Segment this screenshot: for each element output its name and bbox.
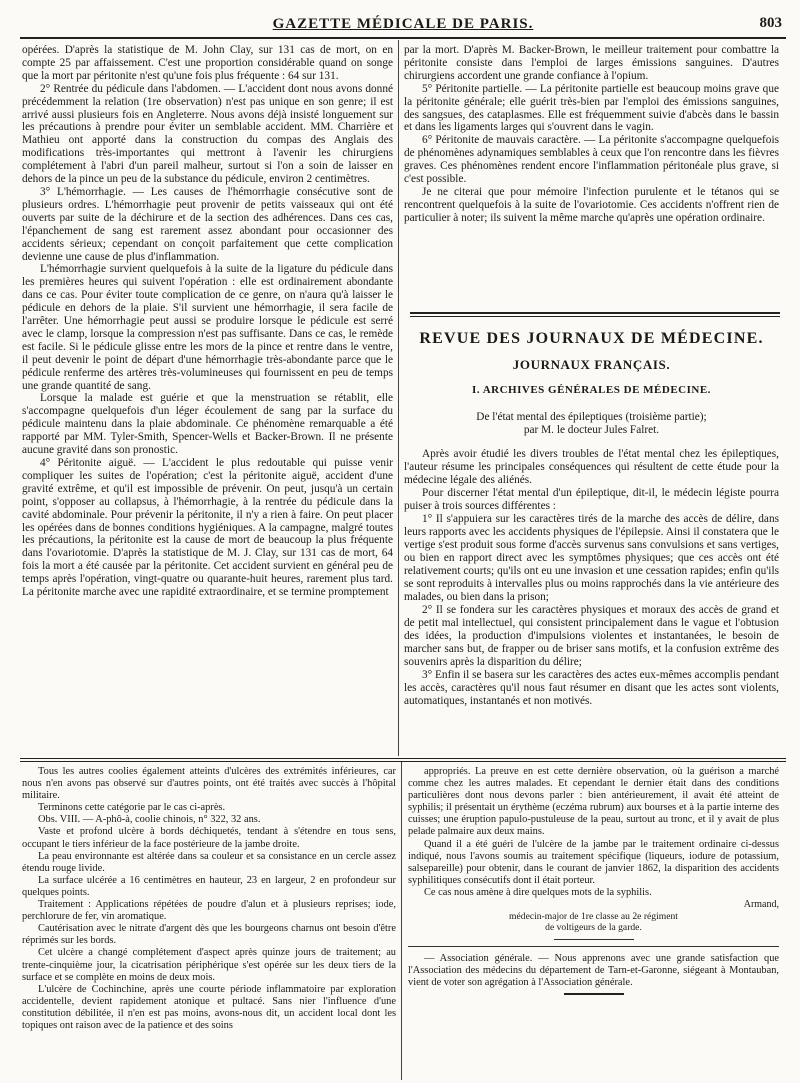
page-number: 803 xyxy=(759,15,782,31)
paragraph: Tous les autres coolies également atteints d'ulcères des extrémités inférieures, car nous n'en avons pas observé sur d'autres points, ont été traités avec succès à l'hôpital militaire. xyxy=(22,766,396,802)
paragraph: 4° Péritonite aiguë. — L'accident le plus redoutable qui puisse venir compliquer les suites de l'opération; c'est la péritonite aiguë, accident d'une gravité extrême, et qu'il est impossible de prévenir. On peut, jusqu'à un certain point, s'opposer au collapsus, à l'hémorrhagie, à la rentrée du pédicule dans la cavité abdominale. Pour prévenir la péritonite, il n'y a rien à faire. On peut placer les opérées dans de bonnes conditions hygiéniques. A la campagne, malgré toutes les précautions, la péritonite est la cause de mort de beaucoup la plus fréquente dans l'ovariotomie. D'après la statistique de M. J. Clay, sur 131 cas de mort, 64 fois la mort a été causée par la péritonite. Cet accident survient en général peu de temps après l'opération, vingt-quatre ou quarante-huit heures, rarement plus tard. La péritonite marche avec une rapidité extraordinaire, et se termine promptement xyxy=(22,457,393,599)
paragraph: La peau environnante est altérée dans sa couleur et sa consistance en un cercle assez étendu rouge livide. xyxy=(22,850,396,874)
article-title xyxy=(404,411,779,437)
right-column-article xyxy=(404,448,779,708)
paragraph: Pour discerner l'état mental d'un épileptique, dit-il, le médecin légiste pourra puiser à trois sources différentes : xyxy=(404,487,779,512)
archives-section-heading: I. ARCHIVES GÉNÉRALES DE MÉDECINE. xyxy=(472,384,711,396)
header-rule xyxy=(20,37,786,39)
paragraph: 1° Il s'appuiera sur les caractères tirés de la marche des accès de délire, dans leurs rapports avec les accidents physiques de l'épilepsie. Ainsi il constatera que le vertige s'est produit sous forme d'accès survenus sans convulsions et sans vertiges, ou bien en rapport direct avec les symptômes physiques; que ces accès ont été relativement courts; qu'ils ont eu une invasion et une cessation rapides; enfin qu'ils se sont reproduits à intervalles plus ou moins rapprochés dans la vie antérieure des malades, ou bien dans la prison; xyxy=(404,513,779,603)
paragraph: appropriés. La preuve en est cette dernière observation, où la guérison a marché comme chez les autres malades. Et cependant le dernier était dans des conditions particulières dont nous devons parler : bien antérieurement, il avait été atteint de syphilis; il présentait un érythème (eczéma rubrum) aux bourses et à la partie interne des cuisses; une éruption papulo-pustuleuse de la peau, surtout au tronc, et il y avait de plus pelade palmaire aux deux mains. xyxy=(408,766,779,838)
section-rule-thin xyxy=(410,316,780,317)
paragraph: Traitement : Applications répétées de poudre d'alun et à plusieurs reprises; iode, perchlorure de fer, vin aromatique. xyxy=(22,899,396,923)
paragraph: Lorsque la malade est guérie et que la menstruation se rétablit, elle s'accompagne quelquefois d'un léger écoulement de sang par la surface du pédicule maintenu dans la plaie abdominale. Ce phénomène remarquable a été rapporté par MM. Tyler-Smith, Spencer-Wells et Backer-Brown. Il ne présente aucune gravité dans son pronostic. xyxy=(22,392,393,457)
page-header xyxy=(20,14,786,36)
paragraph: L'ulcère de Cochinchine, après une courte période inflammatoire par exploration accidentelle, devient rapidement atonique et pultacé. Sans nier l'influence d'une constitution débilitée, il n'en est pas moins, avons-nous dit, un accident local dont les topiques ont raison avec de la patience et des soins xyxy=(22,983,396,1031)
paragraph: L'hémorrhagie survient quelquefois à la suite de la ligature du pédicule dans les premières heures qui suivent l'opération : elle est ordinairement abondante dans ce cas. Pour éviter toute complication de ce genre, on n'aura qu'à laisser le pédicule en dehors de la plaie. S'il survient une hémorrhagie, il sera facile de l'arrêter. Une hémorrhagie peut aussi se produire lorsque le pédicule est serré avec le clamp, lorsque la compression n'est pas suffisante. Dans ce cas, le remède est facile. Si le pédicule glisse entre les mors de la pince et rentre dans le ventre, il peut devenir le point de départ d'une hémorrhagie très-abondante parce que le pédicule renferme des artères très-volumineuses qui fournissent en peu de temps une grande quantité de sang. xyxy=(22,263,393,392)
feuilleton-column-divider xyxy=(401,762,402,1080)
paragraph: Cautérisation avec le nitrate d'argent dès que les bourgeons charnus ont besoin d'être réprimés sur les bords. xyxy=(22,923,396,947)
paragraph: par la mort. D'après M. Backer-Brown, le meilleur traitement pour combattre la péritonite consiste dans l'emploi de larges émissions sanguines. D'autres chirurgiens accordent une grande confiance à l'opium. xyxy=(404,44,779,82)
section-rule xyxy=(410,312,780,314)
feuilleton-rule xyxy=(20,758,786,759)
paragraph: 2° Rentrée du pédicule dans l'abdomen. — L'accident dont nous avons donné précédemment la relation (1re observation) n'est pas unique en son genre; il est arrivé aussi plusieurs fois en Angleterre. Nous avons déjà insisté longuement sur les précautions à prendre pour éviter un semblable accident. MM. Charrière et Mathieu ont apporté dans la construction du compas des Anglais des modifications très-importantes qui mettront à l'avenir les chirurgiens complétement à l'abri d'un pareil malheur, surtout si l'on a soin de laisser en dehors de la pince un peu de la substance du pédicule, environ 2 centimètres. xyxy=(22,82,393,186)
paragraph: Ce cas nous amène à dire quelques mots de la syphilis. xyxy=(424,886,652,898)
paragraph: Je ne citerai que pour mémoire l'infection purulente et le tétanos qui se rencontrent quelquefois à la suite de l'ovariotomie. Ces accidents n'offrent rien de particulier à noter; ils suivent la même marche qu'après une opération ordinaire. xyxy=(404,185,779,224)
paragraph: opérées. D'après la statistique de M. John Clay, sur 131 cas de mort, on en compte 25 par affaissement. C'est une proportion considérable quand on songe que la mort par péritonite n'est qu'une fois plus fréquente : 64 sur 131. xyxy=(22,44,393,82)
paragraph: Après avoir étudié les divers troubles de l'état mental chez les épileptiques, l'auteur résume les principales conséquences qui résultent de cette étude pour la médecine légale des aliénés. xyxy=(404,448,779,486)
paragraph: Cet ulcère a changé complétement d'aspect après quinze jours de traitement; au trente-cinquième jour, la cicatrisation périphérique s'est opérée sur les deux tiers de la surface et se complète en moins de deux mois. xyxy=(22,947,396,983)
journaux-subheading: JOURNAUX FRANÇAIS. xyxy=(512,357,671,372)
association-notice: — Association générale. — Nous apprenons avec une grande satisfaction que l'Association des médecins du département de Tarn-et-Garonne, siégeant à Montauban, vient de voter son agrégation à l'Association générale. xyxy=(408,953,779,989)
feuilleton-left-column xyxy=(22,766,396,1032)
column-divider xyxy=(398,40,399,756)
feuilleton-right-column xyxy=(408,766,779,995)
paragraph: Terminons cette catégorie par le cas ci-après. xyxy=(38,802,226,814)
journal-title: GAZETTE MÉDICALE DE PARIS. xyxy=(272,16,534,32)
article-author-line: par M. le docteur Jules Falret. xyxy=(523,424,660,436)
revue-heading: REVUE DES JOURNAUX DE MÉDECINE. xyxy=(419,330,764,347)
paragraph: 2° Il se fondera sur les caractères physiques et moraux des accès de grand et de petit mal intellectuel, qui consistent principalement dans le vague et l'obtusion des idées, la production d'impulsions violentes et instantanées, le besoin de marcher sans but, de frapper ou de briser sans motifs, et la confusion extrême des souvenirs après la disparition du délire; xyxy=(404,604,779,668)
paragraph: 6° Péritonite de mauvais caractère. — La péritonite s'accompagne quelquefois de phénomènes adynamiques semblables à ceux que l'on rencontre dans les fièvres graves. Ces phénomènes rendent encore l'inflammation péritonéale plus grave, si c'est possible. xyxy=(404,134,779,186)
left-column xyxy=(22,44,393,599)
paragraph: Vaste et profond ulcère à bords déchiquetés, tendant à s'étendre en tous sens, occupant le tiers inférieur de la face postérieure de la jambe droite. xyxy=(22,826,396,850)
paragraph: 5° Péritonite partielle. — La péritonite partielle est beaucoup moins grave que la péritonite générale; elle guérit très-bien par l'emploi des émissions sanguines, des sangsues, des cataplasmes. Elle est fréquemment suivie d'abcès dans le bassin et dans les ligaments larges qui s'ouvrent dans le vagin. xyxy=(404,82,779,134)
article-title-line: De l'état mental des épileptiques (troisième partie); xyxy=(476,411,707,423)
signature-title-line: de voltigeurs de la garde. xyxy=(545,922,642,934)
signature-title-line: médecin-major de 1re classe au 2e régiment xyxy=(509,911,678,923)
paragraph: 3° Enfin il se basera sur les caractères des actes eux-mêmes accomplis pendant les accès, caractères qu'il nous faut résumer en disant que les actes sont violents, automatiques, instantanés et non motivés. xyxy=(404,669,779,707)
paragraph: 3° L'hémorrhagie. — Les causes de l'hémorrhagie consécutive sont de plusieurs ordres. L'hémorrhagie peut provenir de petits vaisseaux qui ont été ouverts par suite de la déchirure et de la section des adhérences. Dans ces cas, l'épanchement de sang est rarement assez abondant pour occasionner des accidents sérieux; cependant on conçoit parfaitement que cette complication devienne une cause de plus d'inflammation. xyxy=(22,185,393,263)
signature-name: Armand, xyxy=(743,899,779,911)
paragraph: Obs. VIII. — A-phô-à, coolie chinois, n° 322, 32 ans. xyxy=(38,814,261,826)
end-rule xyxy=(564,993,624,995)
separator xyxy=(408,946,779,947)
feuilleton-rule-inner xyxy=(20,761,786,762)
right-column-top xyxy=(404,44,779,225)
paragraph: Quand il a été guéri de l'ulcère de la jambe par le traitement ordinaire ci-dessus indiqué, nous l'avons soumis au traitement spécifique (liqueurs, iodure de potassium, salsepareille) pour obtenir, dans le courant de janvier 1862, la disparition des accidents syphilitiques consécutifs dont il était porteur. xyxy=(408,838,779,886)
separator xyxy=(554,939,634,940)
paragraph: La surface ulcérée a 16 centimètres en hauteur, 23 en largeur, 2 en profondeur sur quelques points. xyxy=(22,874,396,898)
